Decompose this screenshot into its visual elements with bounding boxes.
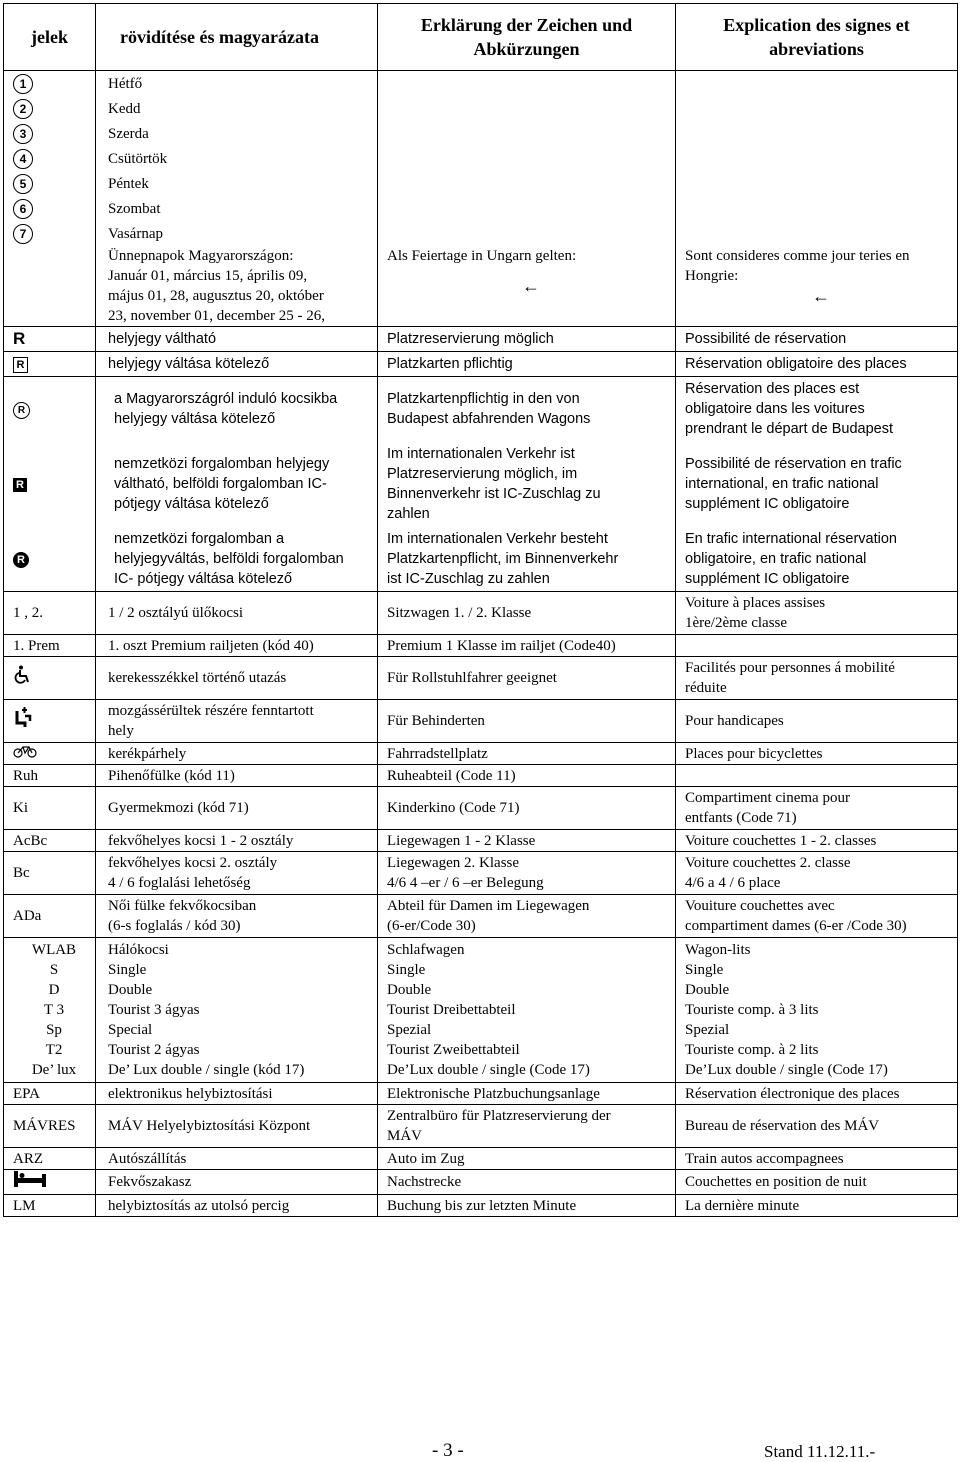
day-symbol-cell: [4, 171, 96, 196]
ic-de-line: Platzreservierung möglich, im: [387, 466, 578, 482]
ic-fr-line: Réservation des places est: [685, 381, 860, 397]
day-label: Csütörtök: [96, 146, 378, 171]
row-hu: [96, 787, 378, 830]
row-hu-line: Tourist 3 ágyas: [108, 1002, 200, 1018]
row-de-line: Nachstrecke: [387, 1174, 462, 1190]
row-hu-line: kerékpárhely: [108, 745, 187, 762]
row-de-line: Auto im Zug: [387, 1150, 465, 1167]
row-fr: [676, 787, 958, 830]
row-hu: [96, 1170, 378, 1195]
empty-cell: [378, 196, 676, 221]
ic-de-line: Im internationalen Verkehr besteht: [387, 531, 608, 547]
ic-hu-line: nemzetközi forgalomban helyjegy: [114, 456, 330, 472]
legend-row: [4, 657, 958, 700]
holiday-hu-line: Január 01, március 15, április 09,: [108, 268, 308, 284]
legend-row: [4, 700, 958, 743]
row-fr-line: La dernière minute: [685, 1197, 800, 1214]
row-de: [378, 787, 676, 830]
day-row: [4, 221, 958, 246]
row-symbol-line: T2: [45, 1042, 63, 1058]
legend-row: [4, 1170, 958, 1195]
row-de-line: Liegewagen 1 - 2 Klasse: [387, 832, 536, 849]
row-hu: [96, 657, 378, 700]
reservation-de: Platzreservierung möglich: [378, 327, 676, 352]
row-de-line: Tourist Zweibettabteil: [387, 1042, 520, 1058]
row-symbol-cell: 1 , 2.: [4, 592, 96, 635]
ic-hu: [96, 441, 378, 527]
reservation-row: [4, 352, 958, 377]
row-fr: [676, 1170, 958, 1195]
day-number-icon: 4: [13, 149, 33, 169]
stand-date: Stand 11.12.11.-: [764, 1442, 876, 1461]
row-hu: [96, 1105, 378, 1148]
reservation-hu: helyjegy váltható: [96, 327, 378, 352]
row-de: [378, 1170, 676, 1195]
row-hu-line: kerekesszékkel történő utazás: [108, 670, 287, 686]
bicycle-icon: [13, 746, 37, 762]
legend-row: [4, 743, 958, 765]
empty-cell: [4, 246, 96, 327]
day-number-icon: 7: [13, 224, 33, 244]
row-de: [378, 1105, 676, 1148]
row-hu-line: elektronikus helybiztosítási: [108, 1085, 273, 1102]
day-symbol-cell: [4, 146, 96, 171]
row-fr: [676, 635, 958, 657]
row-de-line: Elektronische Platzbuchungsanlage: [387, 1085, 600, 1102]
ic-fr-line: supplément IC obligatoire: [685, 496, 850, 512]
row-fr: [676, 852, 958, 895]
row-hu-line: Fekvőszakasz: [108, 1174, 192, 1190]
row-de: [378, 830, 676, 852]
row-fr-line: Places pour bicyclettes: [685, 745, 823, 762]
row-de: [378, 1148, 676, 1170]
row-fr-line: Touriste comp. à 3 lits: [685, 1002, 819, 1018]
row-fr: [676, 765, 958, 787]
row-symbol-line: WLAB: [31, 942, 77, 958]
row-symbol-cell: [4, 1170, 96, 1195]
row-hu-line: (6-s foglalás / kód 30): [108, 918, 241, 934]
ic-hu-line: pótjegy váltása kötelező: [114, 496, 269, 512]
ic-de: [378, 377, 676, 442]
row-hu: [96, 938, 378, 1083]
holiday-fr-text: Sont consideres comme jour teries en Hongrie:: [685, 248, 910, 284]
row-symbol-line: T 3: [43, 1002, 65, 1018]
row-de: [378, 852, 676, 895]
day-row: [4, 196, 958, 221]
row-fr-line: Double: [685, 982, 730, 998]
row-symbol-cell: [4, 657, 96, 700]
row-fr: [676, 1195, 958, 1217]
row-symbol-cell: [4, 743, 96, 765]
row-symbol-cell: 1. Prem: [4, 635, 96, 657]
empty-cell: [676, 96, 958, 121]
legend-row: [4, 830, 958, 852]
ic-symbol-cell: [4, 527, 96, 592]
day-label: Hétfő: [96, 71, 378, 97]
row-hu-line: Tourist 2 ágyas: [108, 1042, 200, 1058]
ic-fr: [676, 527, 958, 592]
row-hu: [96, 743, 378, 765]
bed-icon: [13, 1176, 47, 1192]
ic-hu-line: IC- pótjegy váltása kötelező: [114, 571, 293, 587]
row-de-line: MÁV: [387, 1128, 423, 1144]
row-fr: [676, 938, 958, 1083]
ic-hu: [96, 527, 378, 592]
legend-row: [4, 895, 958, 938]
day-symbol-cell: [4, 196, 96, 221]
day-label: Szombat: [96, 196, 378, 221]
day-symbol-cell: [4, 71, 96, 97]
row-symbol-cell: Ki: [4, 787, 96, 830]
holiday-hu: [96, 246, 378, 327]
row-symbol-cell: LM: [4, 1195, 96, 1217]
ic-hu-line: a Magyarországról induló kocsikba: [114, 391, 338, 407]
row-de-line: Abteil für Damen im Liegewagen: [387, 898, 590, 914]
row-de-line: De’Lux double / single (Code 17): [387, 1062, 590, 1078]
empty-cell: [676, 221, 958, 246]
row-fr-line: Voiture couchettes 1 - 2. classes: [685, 832, 877, 849]
day-label: Szerda: [96, 121, 378, 146]
row-de-line: Spezial: [387, 1022, 432, 1038]
legend-table: [3, 3, 958, 1217]
header-hu: rövidítése és magyarázata: [96, 4, 378, 71]
reservation-symbol-cell: [4, 352, 96, 377]
reservation-box-icon: R: [13, 357, 28, 373]
row-de-line: Buchung bis zur letzten Minute: [387, 1197, 577, 1214]
empty-cell: [676, 171, 958, 196]
row-hu-line: Special: [108, 1022, 153, 1038]
row-hu-line: MÁV Helyelybiztosítási Központ: [108, 1118, 311, 1134]
header-de: Erklärung der Zeichen und Abkürzungen: [378, 4, 676, 71]
row-fr-line: Compartiment cinema pour: [685, 790, 850, 806]
row-de-line: Sitzwagen 1. / 2. Klasse: [387, 605, 532, 621]
row-hu-line: helybiztosítás az utolsó percig: [108, 1197, 290, 1214]
row-fr-line: Vouiture couchettes avec: [685, 898, 835, 914]
legend-row: [4, 592, 958, 635]
header-row: [4, 4, 958, 71]
reservation-fillcircle-icon: R: [13, 552, 29, 568]
reservation-hu: helyjegy váltása kötelező: [96, 352, 378, 377]
row-fr: [676, 830, 958, 852]
row-hu: [96, 1083, 378, 1105]
row-fr-line: Voiture couchettes 2. classe: [685, 855, 851, 871]
row-fr: [676, 1105, 958, 1148]
ic-fr-line: En trafic international réservation: [685, 531, 897, 547]
ic-de: [378, 527, 676, 592]
ic-de-line: ist IC-Zuschlag zu zahlen: [387, 571, 550, 587]
row-hu-line: Női fülke fekvőkocsiban: [108, 898, 257, 914]
ic-de-line: Binnenverkehr ist IC-Zuschlag zu: [387, 486, 601, 502]
ic-de-line: Platzkartenpflicht, im Binnenverkehr: [387, 551, 619, 567]
row-hu: [96, 1195, 378, 1217]
row-fr: [676, 592, 958, 635]
legend-row: [4, 852, 958, 895]
row-de-line: 4/6 4 –er / 6 –er Belegung: [387, 875, 544, 891]
row-fr: [676, 895, 958, 938]
row-hu: [96, 830, 378, 852]
ic-hu-line: váltható, belföldi forgalomban IC-: [114, 476, 327, 492]
day-symbol-cell: [4, 96, 96, 121]
row-hu-line: Pihenőfülke (kód 11): [108, 767, 235, 784]
row-hu-line: Autószállítás: [108, 1150, 187, 1167]
holiday-hu-line: 23, november 01, december 25 - 26,: [108, 308, 326, 324]
row-hu-line: 1. oszt Premium railjeten (kód 40): [108, 637, 314, 654]
day-label: Péntek: [96, 171, 378, 196]
row-fr-line: compartiment dames (6-er /Code 30): [685, 918, 907, 934]
holiday-hu-line: Ünnepnapok Magyarországon:: [108, 248, 294, 264]
reservation-fr: Réservation obligatoire des places: [676, 352, 958, 377]
row-de: [378, 895, 676, 938]
legend-row: [4, 765, 958, 787]
day-row: [4, 121, 958, 146]
legend-row: [4, 1105, 958, 1148]
row-de: [378, 700, 676, 743]
day-label: Kedd: [96, 96, 378, 121]
row-de: [378, 635, 676, 657]
legend-row: [4, 635, 958, 657]
row-de: [378, 765, 676, 787]
row-hu: [96, 765, 378, 787]
row-de-line: Premium 1 Klasse im railjet (Code40): [387, 637, 616, 654]
ic-de-line: Budapest abfahrenden Wagons: [387, 411, 591, 427]
row-hu: [96, 592, 378, 635]
row-de: [378, 592, 676, 635]
row-fr-line: Voiture à places assises: [685, 595, 826, 611]
row-hu-line: Double: [108, 982, 153, 998]
row-fr-line: Touriste comp. à 2 lits: [685, 1042, 819, 1058]
ic-fr: [676, 441, 958, 527]
empty-cell: [378, 71, 676, 97]
day-symbol-cell: [4, 121, 96, 146]
day-number-icon: 5: [13, 174, 33, 194]
day-row: [4, 146, 958, 171]
row-de-line: Zentralbüro für Platzreservierung der: [387, 1108, 611, 1124]
empty-cell: [676, 71, 958, 97]
row-hu: [96, 852, 378, 895]
row-fr-line: réduite: [685, 680, 727, 696]
ic-row: [4, 377, 958, 442]
row-fr-line: entfants (Code 71): [685, 810, 797, 826]
row-de-line: Kinderkino (Code 71): [387, 800, 520, 816]
ic-fr: [676, 377, 958, 442]
reservation-row: [4, 327, 958, 352]
row-symbol-line: D: [48, 982, 60, 998]
ic-hu-line: nemzetközi forgalomban a: [114, 531, 285, 547]
row-symbol-cell: Ruh: [4, 765, 96, 787]
row-hu: [96, 895, 378, 938]
row-hu: [96, 635, 378, 657]
row-hu-line: 4 / 6 foglalási lehetőség: [108, 875, 251, 891]
day-label: Vasárnap: [96, 221, 378, 246]
row-fr-line: Pour handicapes: [685, 713, 784, 729]
row-de-line: Tourist Dreibettabteil: [387, 1002, 516, 1018]
row-hu-line: hely: [108, 723, 134, 739]
ic-de-line: zahlen: [387, 506, 430, 522]
empty-cell: [378, 146, 676, 171]
ic-fr-line: prendrant le départ de Budapest: [685, 421, 893, 437]
ic-hu: [96, 377, 378, 442]
empty-cell: [676, 146, 958, 171]
row-fr-line: Wagon-lits: [685, 942, 751, 958]
reservation-circle-icon: R: [13, 402, 30, 419]
row-symbol-cell: [4, 700, 96, 743]
row-de: [378, 938, 676, 1083]
reservation-symbol-cell: [4, 327, 96, 352]
ic-fr-line: obligatoire dans les voitures: [685, 401, 865, 417]
row-de-line: Schlafwagen: [387, 942, 465, 958]
row-symbol-cell: ARZ: [4, 1148, 96, 1170]
row-hu-line: 1 / 2 osztályú ülőkocsi: [108, 605, 243, 621]
row-hu-line: Hálókocsi: [108, 942, 169, 958]
page-number: - 3 -: [432, 1440, 464, 1461]
day-row: [4, 71, 958, 97]
legend-row: [4, 938, 958, 1083]
row-fr-line: Facilités pour personnes á mobilité: [685, 660, 895, 676]
handicap-icon: [13, 717, 33, 733]
row-fr: [676, 657, 958, 700]
row-de: [378, 657, 676, 700]
row-de: [378, 1195, 676, 1217]
row-symbol-cell: [4, 938, 96, 1083]
reservation-fillbox-icon: R: [13, 478, 27, 492]
ic-fr-line: international, en trafic national: [685, 476, 879, 492]
day-number-icon: 6: [13, 199, 33, 219]
empty-cell: [378, 221, 676, 246]
row-fr: [676, 1083, 958, 1105]
row-symbol-cell: EPA: [4, 1083, 96, 1105]
ic-row: [4, 441, 958, 527]
empty-cell: [378, 96, 676, 121]
row-fr-line: Réservation électronique des places: [685, 1085, 900, 1102]
row-hu-line: mozgássérültek részére fenntartott: [108, 703, 314, 719]
row-fr-line: Spezial: [685, 1022, 730, 1038]
row-hu-line: De’ Lux double / single (kód 17): [108, 1062, 305, 1078]
day-symbol-cell: [4, 221, 96, 246]
row-de-line: Double: [387, 982, 432, 998]
arrow-icon: ←: [522, 276, 540, 296]
row-de: [378, 743, 676, 765]
holiday-de-text: Als Feiertage in Ungarn gelten:: [387, 248, 577, 264]
legend-row: [4, 1148, 958, 1170]
row-de-line: Ruheabteil (Code 11): [387, 767, 516, 784]
row-de-line: Liegewagen 2. Klasse: [387, 855, 520, 871]
empty-cell: [676, 121, 958, 146]
ic-row: [4, 527, 958, 592]
ic-fr-line: supplément IC obligatoire: [685, 571, 850, 587]
holiday-row: [4, 246, 958, 327]
row-de-line: (6-er/Code 30): [387, 918, 476, 934]
row-symbol-cell: ADa: [4, 895, 96, 938]
row-fr-line: 4/6 a 4 / 6 place: [685, 875, 781, 891]
row-symbol-cell: MÁVRES: [4, 1105, 96, 1148]
legend-row: [4, 787, 958, 830]
empty-cell: [676, 196, 958, 221]
day-row: [4, 96, 958, 121]
row-symbol-line: S: [49, 962, 59, 978]
wheelchair-icon: [13, 673, 33, 689]
row-hu-line: Gyermekmozi (kód 71): [108, 800, 249, 816]
row-symbol-line: Sp: [46, 1022, 62, 1038]
row-fr-line: Train autos accompagnees: [685, 1150, 844, 1167]
ic-fr-line: Possibilité de réservation en trafic: [685, 456, 902, 472]
header-jelek: jelek: [4, 4, 96, 71]
reservation-fr: Possibilité de réservation: [676, 327, 958, 352]
ic-hu-line: helyjegy váltása kötelező: [114, 411, 276, 427]
row-fr: [676, 700, 958, 743]
ic-de-line: Im internationalen Verkehr ist: [387, 446, 575, 462]
row-fr-line: 1ère/2ème classe: [685, 615, 788, 631]
ic-hu-line: helyjegyváltás, belföldi forgalomban: [114, 551, 344, 567]
row-fr-line: Bureau de réservation des MÁV: [685, 1118, 880, 1134]
row-fr: [676, 1148, 958, 1170]
row-de-line: Für Rollstuhlfahrer geeignet: [387, 670, 557, 686]
day-number-icon: 2: [13, 99, 33, 119]
row-fr-line: Single: [685, 962, 724, 978]
row-de-line: Fahrradstellplatz: [387, 745, 488, 762]
row-hu-line: fekvőhelyes kocsi 2. osztály: [108, 855, 278, 871]
ic-de-line: Platzkartenpflichtig in den von: [387, 391, 580, 407]
row-fr-line: De’Lux double / single (Code 17): [685, 1062, 888, 1078]
row-hu-line: fekvőhelyes kocsi 1 - 2 osztály: [108, 832, 294, 849]
row-symbol-cell: AcBc: [4, 830, 96, 852]
reservation-plain-icon: R: [13, 328, 26, 348]
ic-symbol-cell: [4, 377, 96, 442]
row-de-line: Für Behinderten: [387, 713, 485, 729]
empty-cell: [378, 121, 676, 146]
holiday-de: [378, 246, 676, 327]
holiday-hu-line: május 01, 28, augusztus 20, október: [108, 288, 324, 304]
reservation-de: Platzkarten pflichtig: [378, 352, 676, 377]
legend-row: [4, 1195, 958, 1217]
holiday-fr: [676, 246, 958, 327]
row-hu: [96, 1148, 378, 1170]
day-number-icon: 3: [13, 124, 33, 144]
row-de: [378, 1083, 676, 1105]
row-fr: [676, 743, 958, 765]
header-fr: Explication des signes et abreviations: [676, 4, 958, 71]
row-symbol-line: De’ lux: [31, 1062, 77, 1078]
day-row: [4, 171, 958, 196]
arrow-icon: ←: [812, 286, 830, 306]
row-fr-line: Couchettes en position de nuit: [685, 1174, 867, 1190]
ic-fr-line: obligatoire, en trafic national: [685, 551, 867, 567]
legend-row: [4, 1083, 958, 1105]
row-hu-line: Single: [108, 962, 147, 978]
empty-cell: [378, 171, 676, 196]
row-hu: [96, 700, 378, 743]
ic-symbol-cell: [4, 441, 96, 527]
ic-de: [378, 441, 676, 527]
row-de-line: Single: [387, 962, 426, 978]
day-number-icon: 1: [13, 74, 33, 94]
row-symbol-cell: Bc: [4, 852, 96, 895]
